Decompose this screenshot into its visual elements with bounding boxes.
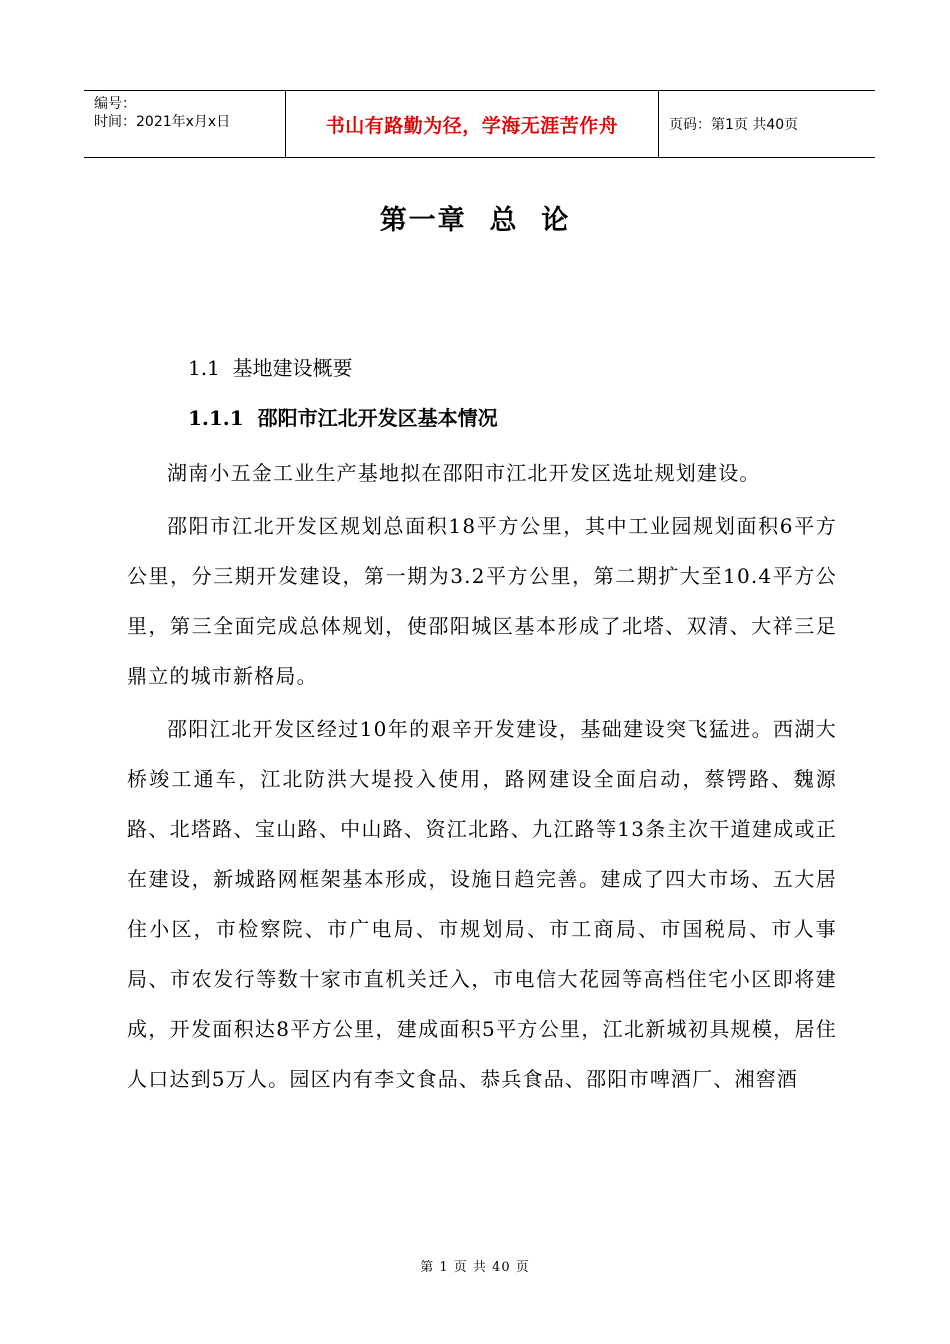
document-date-label: 时间：2021年x月x日 xyxy=(94,114,231,130)
page-footer: 第 1 页 共 40 页 xyxy=(420,1260,530,1275)
body-text xyxy=(127,448,837,1104)
header-meta-cell xyxy=(84,91,286,157)
paragraph-2: 邵阳市江北开发区规划总面积18平方公里，其中工业园规划面积6平方公里，分三期开发建设，第一期为3.2平方公里，第二期扩大至10.4平方公里，第三全面完成总体规划，使邵阳城区基本形成了北塔、双清、大祥三足鼎立的城市新格局。 xyxy=(127,514,837,688)
paragraph-1: 湖南小五金工业生产基地拟在邵阳市江北开发区选址规划建设。 xyxy=(167,461,761,485)
header-page-cell xyxy=(659,91,875,157)
chapter-title: 第一章 总 论 xyxy=(379,205,571,236)
header-motto-cell xyxy=(286,91,659,157)
paragraph-3: 邵阳江北开发区经过10年的艰辛开发建设，基础建设突飞猛进。西湖大桥竣工通车，江北防洪大堤投入使用，路网建设全面启动，蔡锷路、魏源路、北塔路、宝山路、中山路、资江北路、九江路等13条主次干道建成或正在建设，新城路网框架基本形成，设施日趋完善。建成了四大市场、五大居住小区，市检察院、市广电局、市规划局、市工商局、市国税局、市人事局、市农发行等数十家市直机关迁入，市电信大花园等高档住宅小区即将建成，开发面积达8平方公里，建成面积5平方公里，江北新城初具规模，居住人口达到5万人。园区内有李文食品、恭兵食品、邵阳市啤酒厂、湘窖酒 xyxy=(127,717,837,1091)
header-page-info: 页码：第1页 共40页 xyxy=(669,117,799,133)
document-number-label: 编号： xyxy=(94,96,136,112)
subsection-heading: 1.1.1 邵阳市江北开发区基本情况 xyxy=(188,406,498,430)
section-heading: 1.1 基地建设概要 xyxy=(188,356,353,380)
document-header xyxy=(84,90,875,158)
header-motto: 书山有路勤为径，学海无涯苦作舟 xyxy=(325,114,619,137)
